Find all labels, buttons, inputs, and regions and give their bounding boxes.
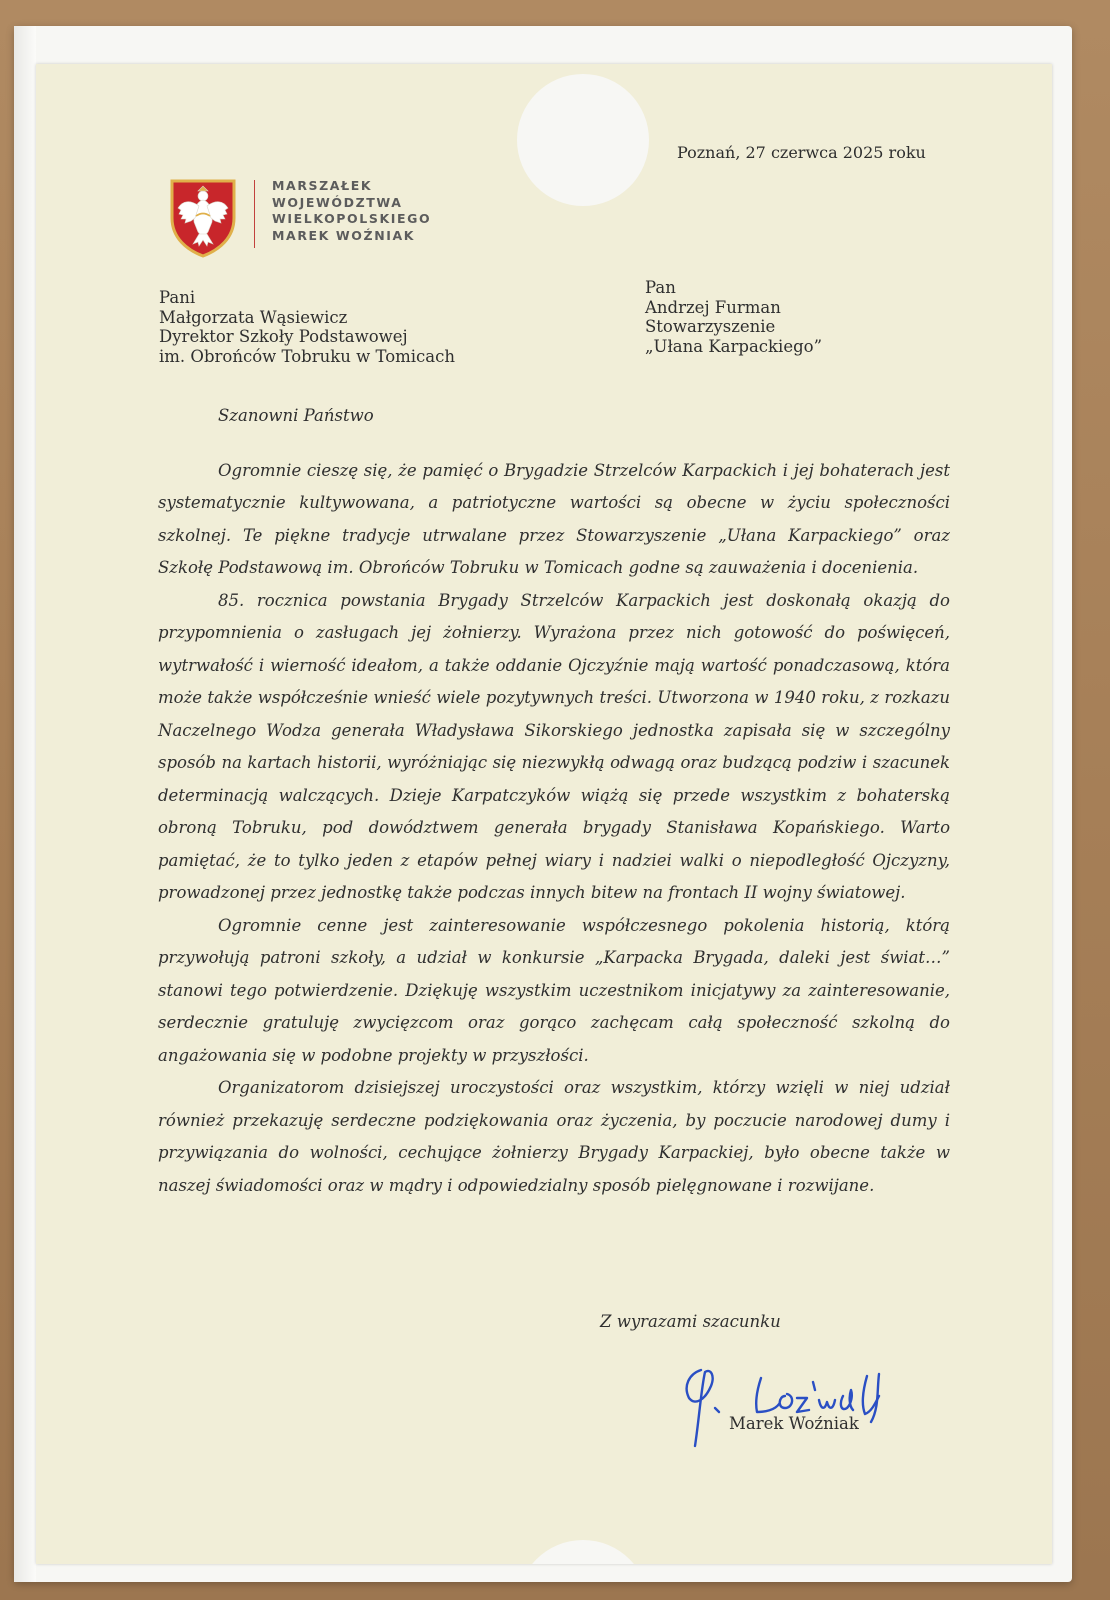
recipient-right <box>645 278 822 356</box>
letter-date: Poznań, 27 czerwca 2025 roku <box>677 143 926 162</box>
recipient-line: im. Obrońców Tobruku w Tomicach <box>159 346 455 366</box>
wielkopolska-crest-icon <box>169 178 237 258</box>
paragraph: 85. rocznica powstania Brygady Strzelców Karpackich jest doskonałą okazją do przypomnienia o zasługach jej żołnierzy. Wyrażona przez nich gotowość do poświęceń, wytrwałość i wierność ideałom, a także oddanie Ojczyźnie mają wartość ponadczasową, która może także współcześnie wnieść wiele pozytywnych treści. Utworzona w 1940 roku, z rozkazu Naczelnego Wodza generała Władysława Sikorskiego jednostka zapisała się w szczególny sposób na kartach historii, wyróżniając się niezwykłą odwagą oraz budzącą podziw i szacunek determinacją walczących. Dzieje Karpatczyków wiążą się przede wszystkim z bohaterską obroną Tobruku, pod dowództwem generała brygady Stanisława Kopańskiego. Warto pamiętać, że to tylko jeden z etapów pełnej wiary i nadziei walki o niepodległość Ojczyzny, prowadzonej przez jednostkę także podczas innych bitew na frontach II wojny światowej. <box>158 590 950 902</box>
folder-tab-bottom <box>517 1540 649 1564</box>
recipient-left <box>159 288 455 366</box>
closing-phrase: Z wyrazami szacunku <box>600 1312 781 1331</box>
recipient-line: „Ułana Karpackiego” <box>645 336 823 356</box>
recipient-line: Małgorzata Wąsiewicz <box>159 307 348 327</box>
office-line: MAREK WOŹNIAK <box>272 227 416 243</box>
paragraph: Ogromnie cenne jest zainteresowanie współczesnego pokolenia historią, którą przywołują patroni szkoły, a udział w konkursie „Karpacka Brygada, daleki jest świat…” stanowi tego potwierdzenie. Dziękuję wszystkim uczestnikom inicjatywy za zainteresowanie, serdecznie gratuluję zwycięzcom oraz gorąco zachęcam całą społeczność szkolną do angażowania się w podobne projekty w przyszłości. <box>158 915 950 1065</box>
signer-name: Marek Woźniak <box>729 1414 859 1433</box>
salutation: Szanowni Państwo <box>218 406 374 425</box>
folder-tab-top <box>517 74 649 206</box>
paragraph: Organizatorom dzisiejszej uroczystości oraz wszystkim, którzy wzięli w niej udział również przekazuję serdeczne podziękowania oraz życzenia, by poczucie narodowej dumy i przywiązania do wolności, cechujące żołnierzy Brygady Karpackiej, było obecne także w naszej świadomości oraz w mądry i odpowiedzialny sposób pielęgnowane i rozwijane. <box>158 1078 950 1195</box>
handwritten-signature <box>675 1360 915 1450</box>
recipient-line: Pan <box>645 278 676 297</box>
header-divider <box>254 180 255 248</box>
office-line: MARSZAŁEK <box>272 178 373 193</box>
paragraph: Ogromnie cieszę się, że pamięć o Brygadzie Strzelców Karpackich i jej bohaterach jest systematycznie kultywowana, a patriotyczne wartości są obecne w życiu społeczności szkolnej. Te piękne tradycje utrwalane przez Stowarzyszenie „Ułana Karpackiego” oraz Szkołę Podstawową im. Obrońców Tobruku w Tomicach godne są zauważenia i docenienia. <box>158 460 950 577</box>
office-line: WIELKOPOLSKIEGO <box>272 211 432 226</box>
letter-body <box>158 400 950 1202</box>
office-name <box>272 178 431 244</box>
recipient-line: Dyrektor Szkoły Podstawowej <box>159 327 408 346</box>
office-line: WOJEWÓDZTWA <box>272 194 403 210</box>
recipient-line: Andrzej Furman <box>645 297 781 317</box>
recipient-line: Stowarzyszenie <box>645 317 776 336</box>
recipient-line: Pani <box>159 288 196 307</box>
folder-fold-edge <box>14 26 36 1582</box>
